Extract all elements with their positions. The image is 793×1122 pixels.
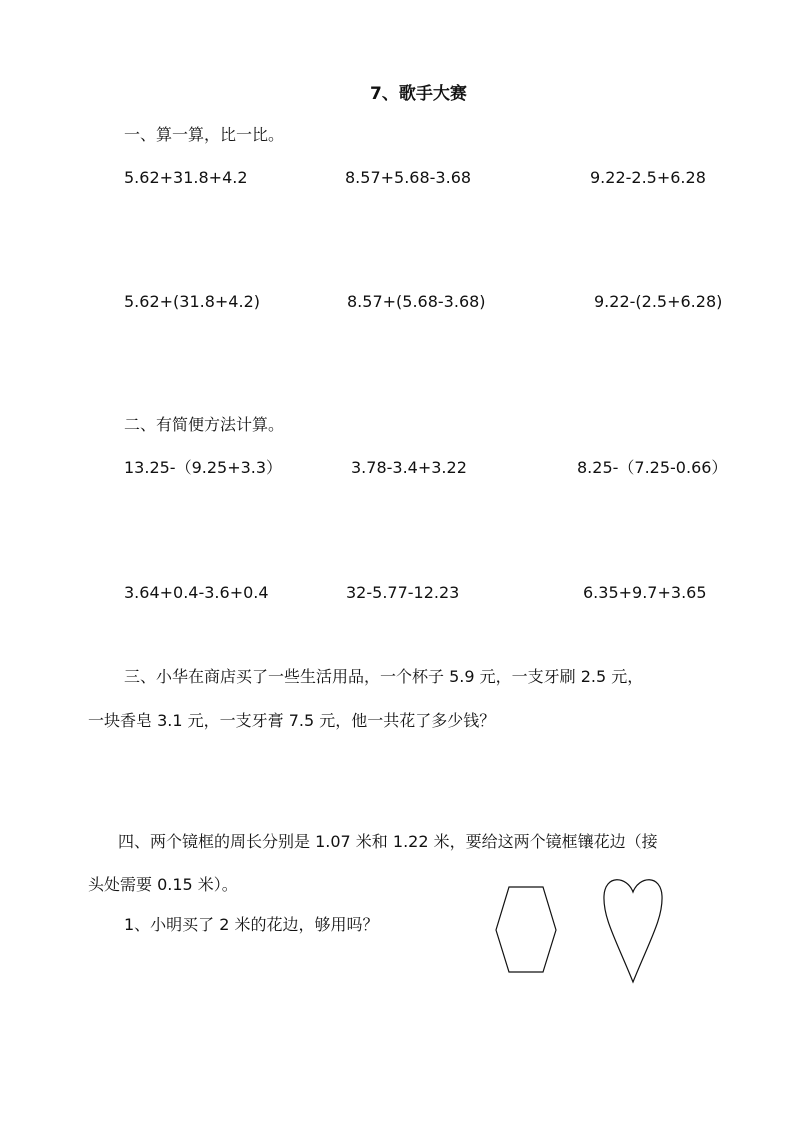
expr-2-2: 3.78-3.4+3.22 — [351, 458, 467, 477]
expr-2-5: 32-5.77-12.23 — [346, 583, 460, 602]
expr-1-4: 5.62+(31.8+4.2) — [124, 292, 260, 311]
expr-2-4: 3.64+0.4-3.6+0.4 — [124, 583, 269, 602]
section3-line1: 三、小华在商店买了一些生活用品，一个杯子 5.9 元，一支牙刷 2.5 元， — [124, 667, 644, 686]
heart-frame-icon — [600, 872, 666, 986]
expr-2-1: 13.25-（9.25+3.3） — [124, 458, 283, 477]
section1-heading: 一、算一算，比一比。 — [124, 125, 285, 144]
expr-1-5: 8.57+(5.68-3.68) — [347, 292, 486, 311]
section2-heading: 二、有简便方法计算。 — [124, 415, 285, 434]
page-title: 7、歌手大赛 — [370, 84, 467, 104]
section4-line1: 四、两个镜框的周长分别是 1.07 米和 1.22 米，要给这两个镜框镶花边（接 — [118, 832, 658, 851]
expr-1-1: 5.62+31.8+4.2 — [124, 168, 248, 187]
hexagon-frame-icon — [492, 884, 560, 976]
section4-question1: 1、小明买了 2 米的花边，够用吗？ — [124, 915, 379, 934]
expr-1-3: 9.22-2.5+6.28 — [590, 168, 706, 187]
expr-1-2: 8.57+5.68-3.68 — [345, 168, 472, 187]
expr-2-3: 8.25-（7.25-0.66） — [577, 458, 728, 477]
expr-2-6: 6.35+9.7+3.65 — [583, 583, 707, 602]
expr-1-6: 9.22-(2.5+6.28) — [594, 292, 723, 311]
section3-line2: 一块香皂 3.1 元，一支牙膏 7.5 元，他一共花了多少钱？ — [88, 711, 496, 730]
section4-line2: 头处需要 0.15 米）。 — [88, 875, 238, 894]
